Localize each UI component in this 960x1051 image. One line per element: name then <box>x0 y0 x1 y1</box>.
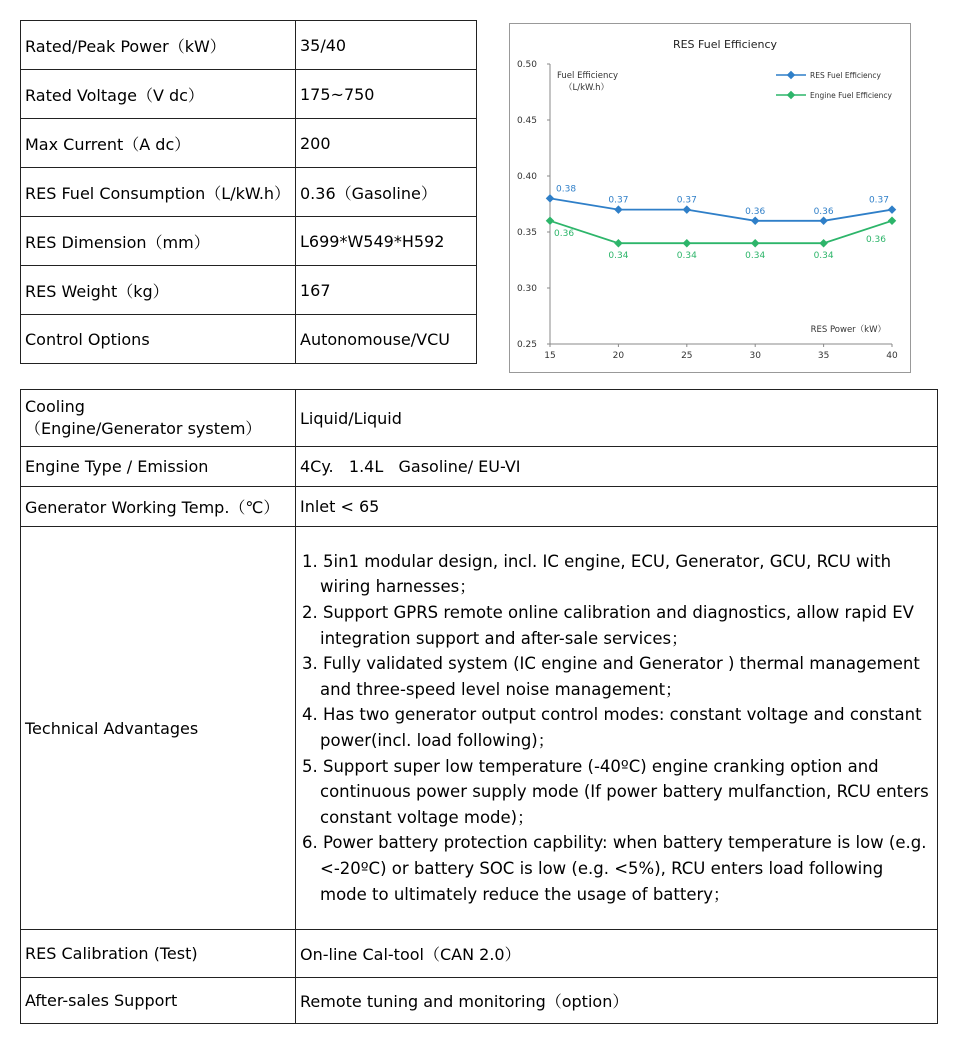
calibration-label: RES Calibration (Test) <box>21 930 296 978</box>
data-label: 0.37 <box>608 195 629 206</box>
y-tick-label: 0.40 <box>516 172 537 182</box>
y-axis-label: Fuel Efficiency <box>557 71 619 81</box>
x-tick-label: 30 <box>749 351 761 361</box>
row-cooling <box>21 390 938 447</box>
row-after-sales <box>21 978 938 1024</box>
data-point <box>819 239 827 247</box>
advantage-item: 4. Has two generator output control modes: constant voltage and constant power(incl. load following)； <box>302 705 922 750</box>
x-tick-label: 25 <box>681 351 693 361</box>
spec-label: Control Options <box>21 315 296 364</box>
y-axis-label-unit: （L/kW.h） <box>564 83 610 93</box>
engine-type-label: Engine Type / Emission <box>21 447 296 487</box>
y-tick-label: 0.35 <box>516 228 537 238</box>
spec-row <box>21 21 477 70</box>
spec-row <box>21 168 477 217</box>
spec-value: 200 <box>296 119 477 168</box>
legend-label: RES Fuel Efficiency <box>810 71 881 80</box>
after-sales-label: After-sales Support <box>21 978 296 1024</box>
x-tick-label: 20 <box>612 351 625 361</box>
chart-svg <box>510 24 910 372</box>
data-label: 0.36 <box>865 234 886 245</box>
data-point <box>546 194 554 202</box>
data-point <box>751 217 759 225</box>
data-point <box>751 239 759 247</box>
cooling-label <box>21 390 296 447</box>
spec-row <box>21 70 477 119</box>
y-tick-label: 0.25 <box>516 340 537 350</box>
x-tick-label: 40 <box>886 351 898 361</box>
y-tick-label: 0.50 <box>516 60 537 70</box>
spec-table-top-body <box>21 21 477 364</box>
fuel-efficiency-chart <box>509 23 911 373</box>
data-label: 0.36 <box>554 228 575 239</box>
data-point <box>614 239 622 247</box>
data-label: 0.36 <box>745 206 766 217</box>
data-point <box>683 239 691 247</box>
engine-type-value: 4Cy. 1.4L Gasoline/ EU-VI <box>296 447 938 487</box>
spec-row <box>21 315 477 364</box>
advantage-item: 5. Support super low temperature (-40ºC) engine cranking option and continuous power supply mode (If power battery mulfanction, RCU enters constant voltage mode)； <box>302 756 929 827</box>
legend-label: Engine Fuel Efficiency <box>810 91 892 100</box>
data-label: 0.34 <box>813 251 834 262</box>
data-point <box>614 205 622 213</box>
cooling-label-line1: Cooling <box>25 397 85 416</box>
calibration-value: On-line Cal-tool（CAN 2.0） <box>296 930 938 978</box>
row-engine-type <box>21 447 938 487</box>
after-sales-value: Remote tuning and monitoring（option） <box>296 978 938 1024</box>
spec-row <box>21 119 477 168</box>
legend-marker <box>787 91 795 99</box>
legend-marker <box>787 71 795 79</box>
generator-temp-label: Generator Working Temp.（℃） <box>21 487 296 527</box>
row-generator-temp <box>21 487 938 527</box>
row-calibration <box>21 930 938 978</box>
advantage-item: 1. 5in1 modular design, incl. IC engine, ECU, Generator, GCU, RCU with wiring harnesses； <box>302 551 892 597</box>
data-point <box>888 217 896 225</box>
data-label: 0.34 <box>676 251 697 262</box>
advantage-item: 6. Power battery protection capbility: when battery temperature is low (e.g. <-20ºC) or battery SOC is low (e.g. <5%), RCU enters load following mode to ultimately reduce the usage of battery； <box>302 833 927 904</box>
spec-label: RES Fuel Consumption（L/kW.h） <box>21 168 296 217</box>
technical-advantages-value <box>296 527 938 930</box>
chart-title: RES Fuel Efficiency <box>672 38 778 51</box>
series-line <box>550 195 892 220</box>
technical-advantages-label: Technical Advantages <box>21 527 296 930</box>
spec-value: L699*W549*H592 <box>296 217 477 266</box>
spec-value: 175~750 <box>296 70 477 119</box>
row-technical-advantages <box>21 527 938 930</box>
x-tick-label: 15 <box>544 351 556 361</box>
spec-label: Rated/Peak Power（kW） <box>21 21 296 70</box>
advantages-list <box>300 549 933 907</box>
cooling-value: Liquid/Liquid <box>296 390 938 447</box>
data-point <box>888 205 896 213</box>
spec-row <box>21 266 477 315</box>
spec-row <box>21 217 477 266</box>
data-label: 0.36 <box>813 206 834 217</box>
spec-value: 167 <box>296 266 477 315</box>
y-tick-label: 0.30 <box>516 284 537 294</box>
spec-table-bottom <box>20 389 938 1024</box>
cooling-label-line2: （Engine/Generator system） <box>25 419 262 438</box>
data-label: 0.38 <box>556 184 577 195</box>
spec-value: 0.36（Gasoline） <box>296 168 477 217</box>
advantage-item: 3. Fully validated system (IC engine and Generator ) thermal management and three-speed level noise management； <box>302 654 920 699</box>
data-label: 0.37 <box>868 195 889 206</box>
data-point <box>819 217 827 225</box>
advantage-item: 2. Support GPRS remote online calibration and diagnostics, allow rapid EV integration support and after-sale services； <box>302 603 914 648</box>
data-point <box>546 217 554 225</box>
data-point <box>683 205 691 213</box>
generator-temp-value: Inlet < 65 <box>296 487 938 527</box>
spec-label: Rated Voltage（V dc） <box>21 70 296 119</box>
spec-label: Max Current（A dc） <box>21 119 296 168</box>
spec-label: RES Weight（kg） <box>21 266 296 315</box>
data-label: 0.34 <box>608 251 629 262</box>
x-tick-label: 35 <box>817 351 830 361</box>
spec-value: Autonomouse/VCU <box>296 315 477 364</box>
spec-table-top <box>20 20 477 364</box>
y-tick-label: 0.45 <box>516 116 537 126</box>
spec-value: 35/40 <box>296 21 477 70</box>
series-line <box>550 221 892 243</box>
x-axis-label: RES Power（kW） <box>810 325 886 335</box>
data-label: 0.34 <box>745 251 766 262</box>
data-label: 0.37 <box>676 195 697 206</box>
spec-label: RES Dimension（mm） <box>21 217 296 266</box>
